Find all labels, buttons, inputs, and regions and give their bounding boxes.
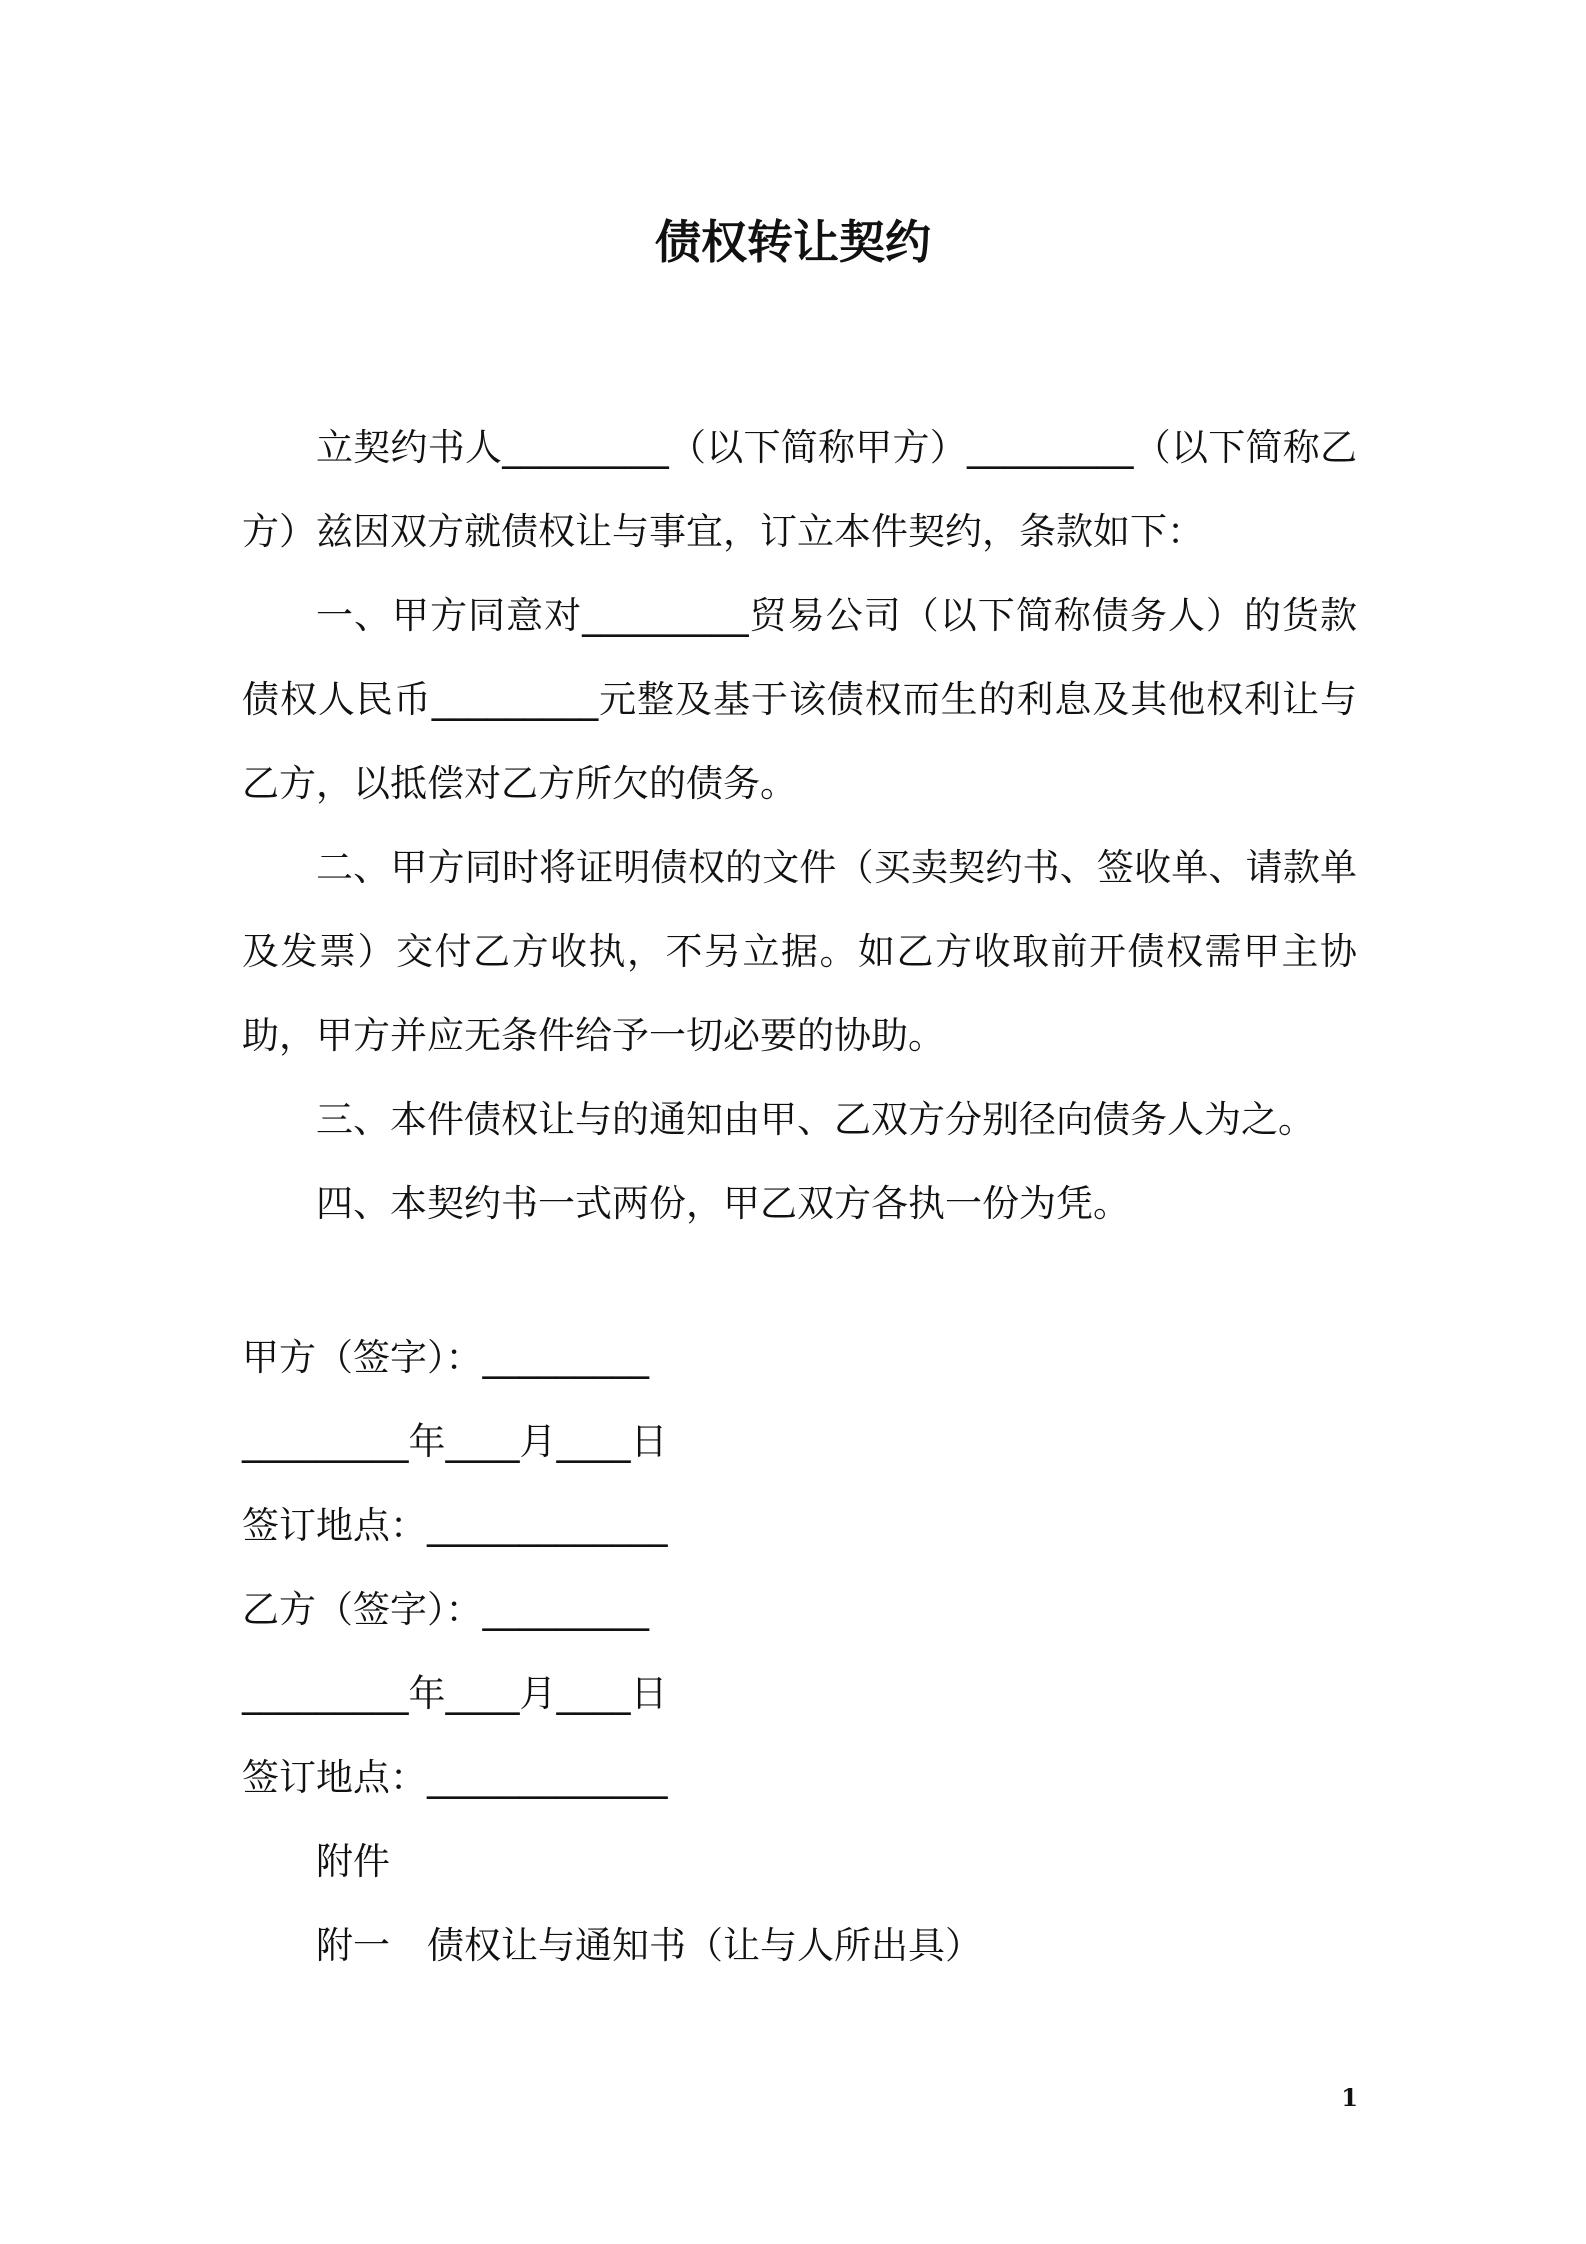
party-b-signature-line: 乙方（签字）：_________ — [242, 1588, 649, 1631]
party-b-date-line: _________年____月____日 — [242, 1672, 668, 1715]
contract-body — [242, 406, 1357, 1246]
attachment-item-1: 附一 债权让与通知书（让与人所出具） — [316, 1924, 982, 1967]
attachments-heading: 附件 — [316, 1840, 390, 1883]
paragraph-clause-4: 四、本契约书一式两份，甲乙双方各执一份为凭。 — [316, 1182, 1130, 1225]
party-b-place-line: 签订地点：_____________ — [242, 1756, 668, 1799]
paragraph-clause-3: 三、本件债权让与的通知由甲、乙双方分别径向债务人为之。 — [316, 1098, 1315, 1141]
paragraph-preamble: 立契约书人_________（以下简称甲方）_________（以下简称乙方）兹因双方就债权让与事宜，订立本件契约，条款如下： — [242, 426, 1357, 553]
paragraph-clause-1: 一、甲方同意对_________贸易公司（以下简称债务人）的货款债权人民币_________元整及基于该债权而生的利息及其他权利让与乙方，以抵偿对乙方所欠的债务。 — [242, 594, 1357, 805]
document-title: 债权转让契约 — [655, 215, 931, 269]
party-a-place-line: 签订地点：_____________ — [242, 1504, 668, 1547]
signature-block — [242, 1316, 1142, 1988]
paragraph-clause-2: 二、甲方同时将证明债权的文件（买卖契约书、签收单、请款单及发票）交付乙方收执，不另立据。如乙方收取前开债权需甲主协助，甲方并应无条件给予一切必要的协助。 — [242, 846, 1357, 1057]
party-a-signature-line: 甲方（签字）：_________ — [242, 1336, 649, 1379]
page-number: 1 — [1341, 2083, 1358, 2112]
party-a-date-line: _________年____月____日 — [242, 1420, 668, 1463]
